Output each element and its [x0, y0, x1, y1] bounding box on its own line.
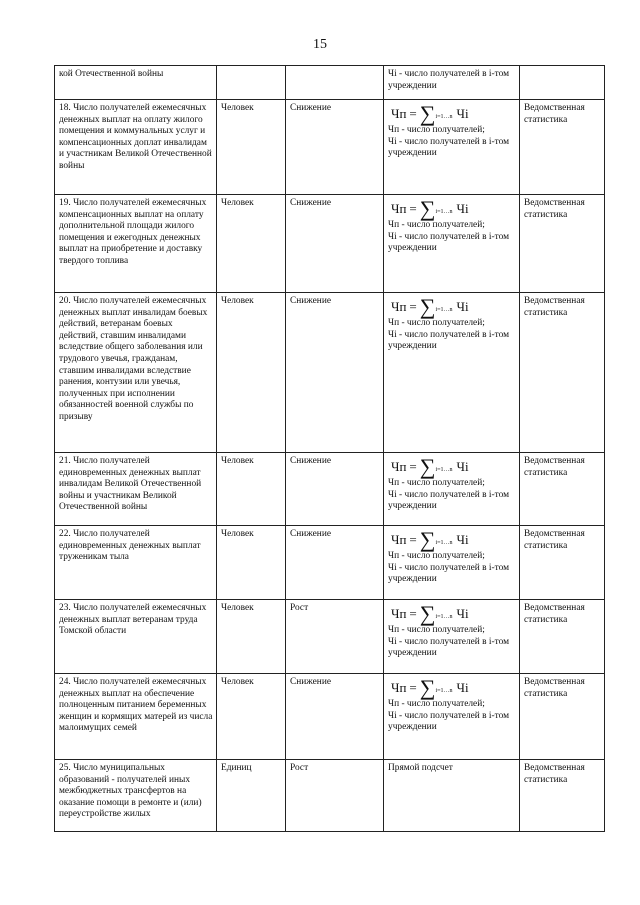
- method-cell: [384, 195, 520, 293]
- formula-definition-total: Чп - число получателей;: [388, 220, 485, 230]
- unit-cell: Единиц: [217, 760, 286, 832]
- method-cell: [384, 293, 520, 453]
- source-cell: Ведомственная статистика: [520, 526, 605, 600]
- unit-cell: [217, 66, 286, 100]
- table-row: [55, 293, 605, 453]
- trend-cell: Рост: [286, 760, 384, 832]
- method-cell: Чi - число получателей в i-том учреждении: [384, 66, 520, 100]
- source-cell: [520, 66, 605, 100]
- sum-formula: Чп = ∑ i=1…n Чi: [391, 101, 469, 126]
- method-cell: Прямой подсчет: [384, 760, 520, 832]
- indicator-name-cell: 24. Число получателей ежемесячных денежных выплат на обеспечение полноценным питанием беременных женщин и кормящих матерей из числа малоимущих семей: [55, 674, 217, 760]
- sum-formula: Чп = ∑ i=1…n Чi: [391, 454, 469, 479]
- indicator-name-cell: 18. Число получателей ежемесячных денежных выплат на оплату жилого помещения и коммунальных услуг и компенсационных доплат инвалидам и участникам Великой Отечественной войны: [55, 100, 217, 195]
- indicators-table: [54, 65, 605, 832]
- sum-formula: Чп = ∑ i=1…n Чi: [391, 527, 469, 552]
- formula-definition-total: Чп - число получателей;: [388, 125, 485, 135]
- table-row: [55, 526, 605, 600]
- source-cell: Ведомственная статистика: [520, 195, 605, 293]
- formula-definition-i: Чi - число получателей в i-том учреждении: [388, 636, 510, 659]
- trend-cell: Снижение: [286, 526, 384, 600]
- unit-cell: Человек: [217, 674, 286, 760]
- sum-formula: Чп = ∑ i=1…n Чi: [391, 196, 469, 221]
- source-cell: Ведомственная статистика: [520, 293, 605, 453]
- page-number: 15: [313, 37, 327, 52]
- formula-definition-i: Чi - число получателей в i-том учреждении: [388, 489, 510, 512]
- table-row: [55, 600, 605, 674]
- trend-cell: Рост: [286, 600, 384, 674]
- source-cell: Ведомственная статистика: [520, 674, 605, 760]
- indicator-name-cell: 19. Число получателей ежемесячных компенсационных выплат на оплату дополнительной площади жилого помещения и ежегодных денежных выплат на приобретение и доставку твердого топлива: [55, 195, 217, 293]
- table-row: [55, 100, 605, 195]
- trend-cell: Снижение: [286, 195, 384, 293]
- method-cell: [384, 674, 520, 760]
- formula-definition-total: Чп - число получателей;: [388, 551, 485, 561]
- table-row: [55, 195, 605, 293]
- source-cell: Ведомственная статистика: [520, 600, 605, 674]
- table-row: [55, 760, 605, 832]
- source-cell: Ведомственная статистика: [520, 760, 605, 832]
- formula-definition-i: Чi - число получателей в i-том учреждении: [388, 136, 510, 159]
- indicator-name-cell: 21. Число получателей единовременных денежных выплат инвалидам Великой Отечественной войны и участникам Великой Отечественной войны: [55, 453, 217, 526]
- unit-cell: Человек: [217, 195, 286, 293]
- unit-cell: Человек: [217, 293, 286, 453]
- trend-cell: Снижение: [286, 100, 384, 195]
- method-cell: [384, 526, 520, 600]
- formula-definition-i: Чi - число получателей в i-том учреждении: [388, 231, 510, 254]
- sum-formula: Чп = ∑ i=1…n Чi: [391, 675, 469, 700]
- indicator-name-cell: 20. Число получателей ежемесячных денежных выплат инвалидам боевых действий, ветеранам боевых действий, ставшим инвалидами вследствие общего заболевания или трудового увечья, гражданам, ставшим инвалидами вследствие ранения, контузии или увечья, полученных при исполнении обязанностей военной службы по призыву: [55, 293, 217, 453]
- indicator-name-cell: 25. Число муниципальных образований - получателей иных межбюджетных трансфертов на оказание помощи в ремонте и (или) переустройстве жилых: [55, 760, 217, 832]
- trend-cell: [286, 66, 384, 100]
- table-row: [55, 674, 605, 760]
- indicator-name-cell: 22. Число получателей единовременных денежных выплат труженикам тыла: [55, 526, 217, 600]
- indicator-name-cell: 23. Число получателей ежемесячных денежных выплат ветеранам труда Томской области: [55, 600, 217, 674]
- formula-definition-total: Чп - число получателей;: [388, 699, 485, 709]
- unit-cell: Человек: [217, 100, 286, 195]
- table-row: [55, 66, 605, 100]
- table-row: [55, 453, 605, 526]
- indicator-name-cell: кой Отечественной войны: [55, 66, 217, 100]
- trend-cell: Снижение: [286, 293, 384, 453]
- sum-formula: Чп = ∑ i=1…n Чi: [391, 601, 469, 626]
- sum-formula: Чп = ∑ i=1…n Чi: [391, 294, 469, 319]
- trend-cell: Снижение: [286, 674, 384, 760]
- formula-definition-i: Чi - число получателей в i-том учреждении: [388, 710, 510, 733]
- method-cell: [384, 600, 520, 674]
- formula-definition-i: Чi - число получателей в i-том учреждении: [388, 329, 510, 352]
- method-cell: [384, 453, 520, 526]
- source-cell: Ведомственная статистика: [520, 100, 605, 195]
- unit-cell: Человек: [217, 600, 286, 674]
- source-cell: Ведомственная статистика: [520, 453, 605, 526]
- unit-cell: Человек: [217, 526, 286, 600]
- method-cell: [384, 100, 520, 195]
- trend-cell: Снижение: [286, 453, 384, 526]
- formula-definition-total: Чп - число получателей;: [388, 478, 485, 488]
- formula-definition-total: Чп - число получателей;: [388, 625, 485, 635]
- formula-definition-total: Чп - число получателей;: [388, 318, 485, 328]
- formula-definition-i: Чi - число получателей в i-том учреждении: [388, 562, 510, 585]
- unit-cell: Человек: [217, 453, 286, 526]
